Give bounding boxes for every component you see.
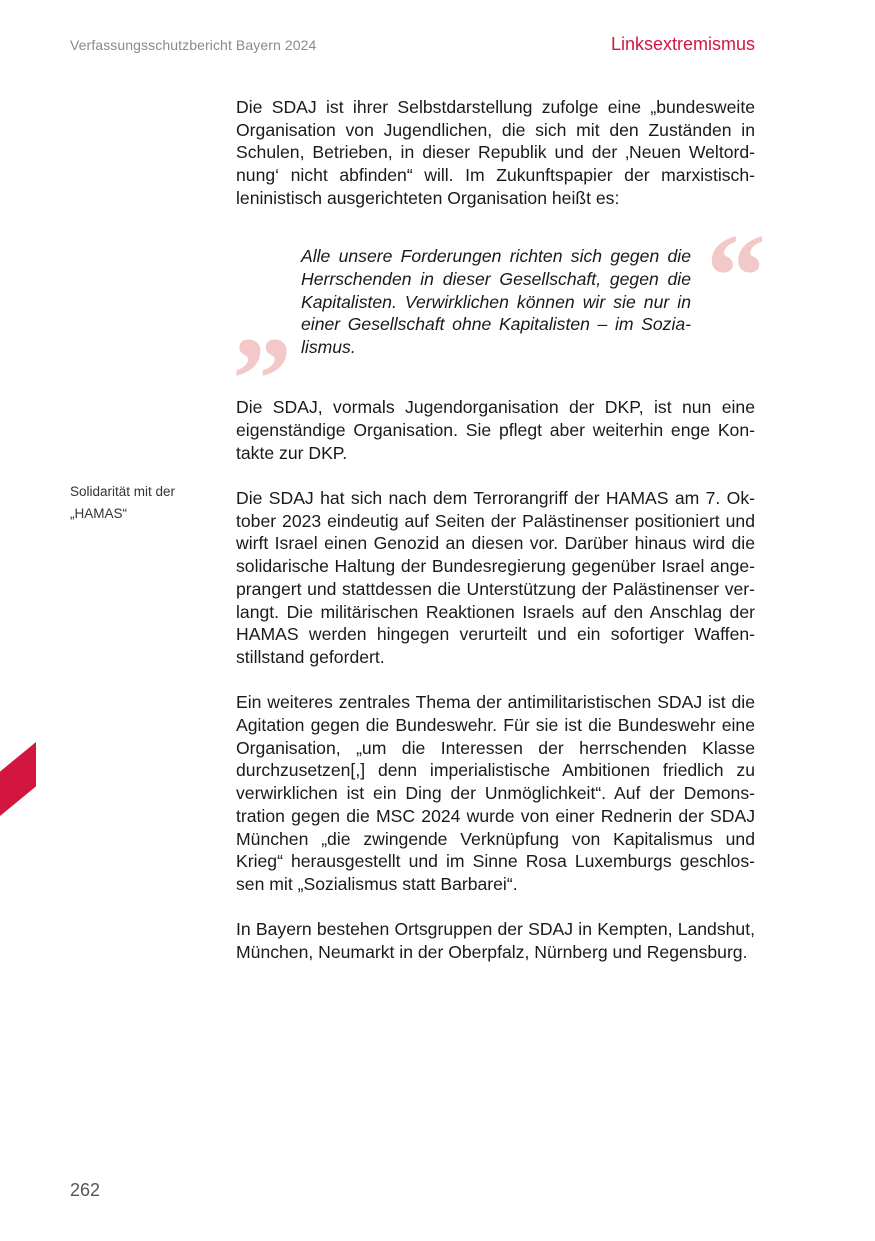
quote-text: Alle unsere Forderungen richten sich gegen die Herrschenden in dieser Gesellschaft, gegen die Kapitalisten. Verwirklichen können wir sie nur in einer Gesellschaft ohne Kapitalisten – im Sozialismus. [301,246,691,358]
running-header-chapter: Linksextremismus [610,34,755,54]
intro-paragraph: Die SDAJ ist ihrer Selbstdarstellung zufolge eine „bundesweite Organisation von Jugendlichen, die sich mit den Zuständen in Schulen, Betrieben, in dieser Republik und der ‚Neuen Weltordnung‘ nicht abfinden“ will. Im Zukunftspapier der marxistisch-leninistisch ausgerichteten Organisation heißt es: [236,97,755,208]
paragraph-dkp: Die SDAJ, vormals Jugendorganisation der DKP, ist nun eine eigenständige Organisation. Sie pflegt aber weiterhin enge Kontakte zur DKP. [236,397,755,463]
paragraph-bundeswehr: Ein weiteres zentrales Thema der antimilitaristischen SDAJ ist die Agitation gegen die Bundeswehr. Für sie ist die Bundeswehr eine Organisation, „um die Interessen der herrschenden Klasse durchzusetzen[,] denn imperialistische Ambitionen friedlich zu verwirklichen ist ein Ding der Unmöglichkeit“. Auf der Demonstration gegen die MSC 2024 wurde von einer Rednerin der SDAJ München „die zwingende Verknüpfung von Kapitalismus und Krieg“ herausgestellt und im Sinne Rosa Luxemburgs geschlossen mit „Sozialismus statt Barbarei“. [236,692,755,894]
closing-quote-mark: ” [232,312,292,446]
paragraph-hamas: Die SDAJ hat sich nach dem Terrorangriff der HAMAS am 7. Oktober 2023 eindeutig auf Seiten der Palästinenser positioniert und wirft Israel einen Genozid an diesen vor. Darüber hinaus wird die solidarische Haltung der Bundesregierung gegenüber Israel angeprangert und stattdessen die Unterstützung der Palästinenser verlangt. Die militärischen Reaktionen Israels auf den Anschlag der HAMAS werden hingegen verurteilt und ein sofortiger Waffenstillstand gefordert. [236,488,755,667]
paragraph-ortsgruppen: In Bayern bestehen Ortsgruppen der SDAJ in Kempten, Landshut, München, Neumarkt in der Oberpfalz, Nürnberg und Regensburg. [236,919,755,963]
running-header-publication: Verfassungsschutzbericht Bayern 2024 [70,37,317,53]
marginal-note-line: Solidarität mit der [70,484,176,499]
chapter-tab-marker [0,742,36,816]
opening-quote-mark: “ [706,209,766,343]
page-number: 262 [70,1180,101,1200]
body-text [232,96,766,986]
marginal-note-line: „HAMAS“ [70,506,127,521]
marginal-note [70,481,175,525]
